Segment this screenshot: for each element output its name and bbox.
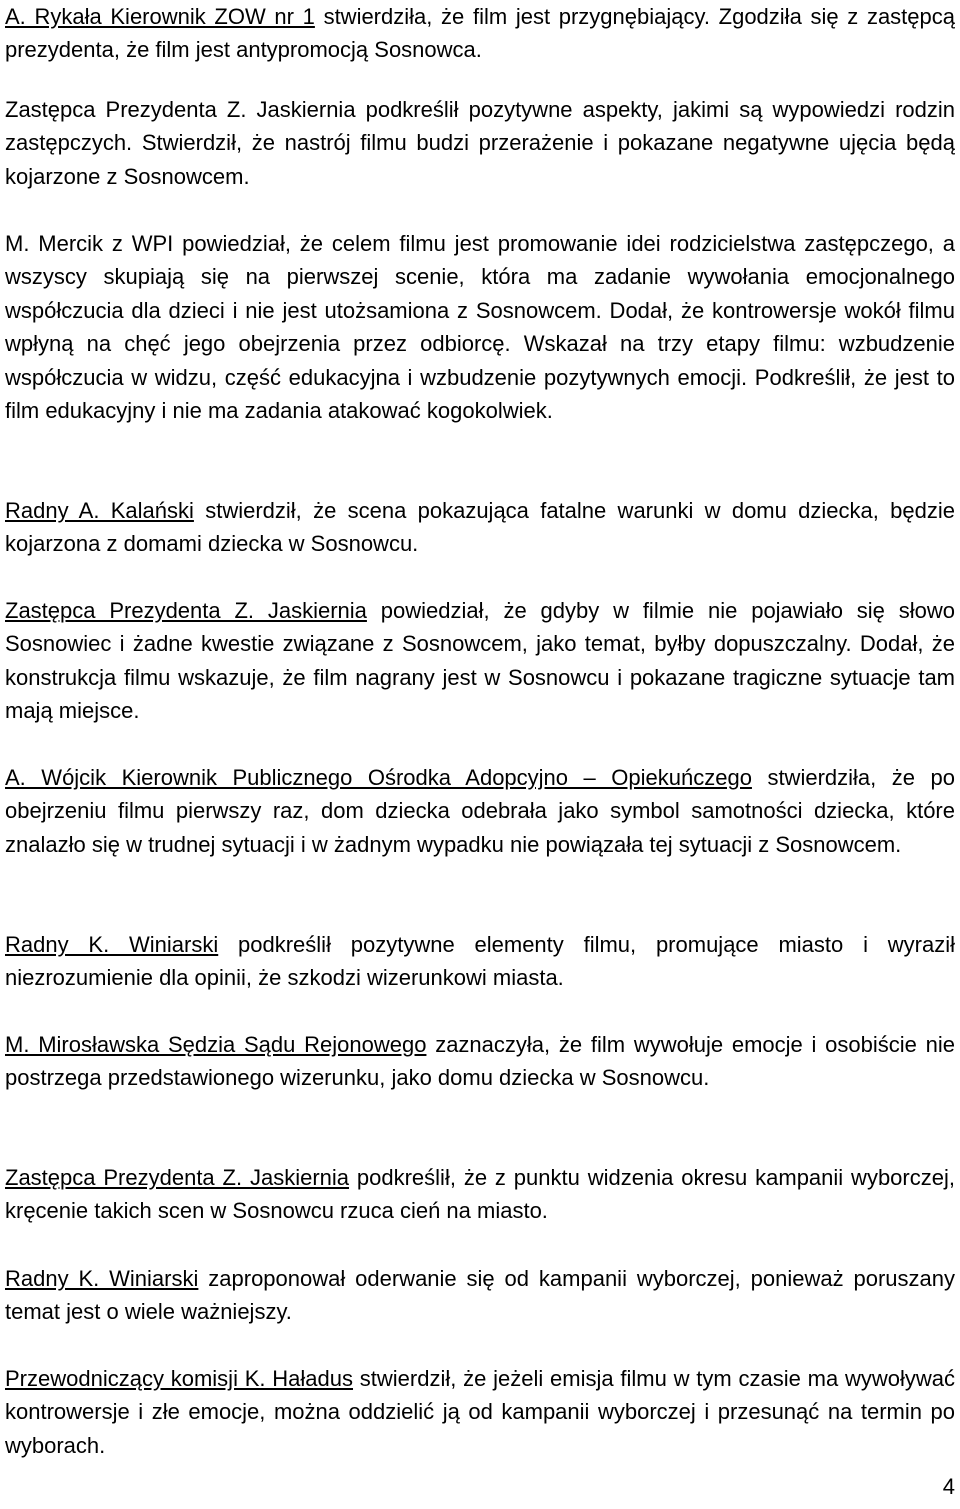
paragraph-text: M. Mercik z WPI powiedział, że celem filmu jest promowanie idei rodzicielstwa zastępczego, a wszyscy skupiają się na pierwszej scenie, która ma zadanie wywołania emocjonalnego współczucia dla dzieci i nie jest utożsamiona z Sosnowcem. Dodał, że kontrowersje wokół filmu wpłyną na chęć jego obejrzenia przez odbiorcę. Wskazał na trzy etapy filmu: wzbudzenie współczucia w widzu, część edukacyjna i wzbudzenie pozytywnych emocji. Podkreślił, że jest to film edukacyjny i nie ma zadania atakować kogokolwiek. <box>5 231 955 424</box>
speaker-name: A. Rykała Kierownik ZOW nr 1 <box>5 4 315 29</box>
paragraph-text: podkreślił, że z punktu widzenia okresu kampanii wyborczej, kręcenie takich scen w Sosnowcu rzuca cień na miasto. <box>5 1165 955 1224</box>
speaker-name: Radny K. Winiarski <box>5 1266 199 1291</box>
paragraph-text: powiedział, że gdyby w filmie nie pojawiało się słowo Sosnowiec i żadne kwestie związane z Sosnowcem, jako temat, byłby dopuszczalny. Dodał, że konstrukcja filmu wskazuje, że film nagrany jest w Sosnowcu i pokazane tragiczne sytuacje tam mają miejsce. <box>5 598 955 724</box>
speaker-name: Przewodniczący komisji K. Haładus <box>5 1366 354 1391</box>
paragraph-wojcik <box>5 761 955 861</box>
speaker-name: M. Mirosławska Sędzia Sądu Rejonowego <box>5 1032 427 1057</box>
speaker-name: Zastępca Prezydenta Z. Jaskiernia <box>5 1165 350 1190</box>
paragraph-text: Zastępca Prezydenta Z. Jaskiernia podkreślił pozytywne aspekty, jakimi są wypowiedzi rodzin zastępczych. Stwierdził, że nastrój filmu budzi przerażenie i pokazane negatywne ujęcia będą kojarzone z Sosnowcem. <box>5 97 955 189</box>
paragraph-text: stwierdziła, że po obejrzeniu filmu pierwszy raz, dom dziecka odebrała jako symbol samotności dziecka, które znalazło się w trudnej sytuacji i w żadnym wypadku nie powiązała tej sytuacji z Sosnowcem. <box>5 765 955 857</box>
paragraph-jaskiernia-3 <box>5 1161 955 1228</box>
paragraph-text: stwierdził, że scena pokazująca fatalne warunki w domu dziecka, będzie kojarzona z domami dziecka w Sosnowcu. <box>5 498 955 557</box>
speaker-name: Radny A. Kalański <box>5 498 194 523</box>
paragraph-text: podkreślił pozytywne elementy filmu, promujące miasto i wyraził niezrozumienie dla opinii, że szkodzi wizerunkowi miasta. <box>5 932 955 991</box>
speaker-name: A. Wójcik Kierownik Publicznego Ośrodka Adopcyjno – Opiekuńczego <box>5 765 752 790</box>
paragraph-miroslawska <box>5 1028 955 1095</box>
paragraph-text: stwierdził, że jeżeli emisja filmu w tym czasie ma wywoływać kontrowersje i złe emocje, można oddzielić ją od kampanii wyborczej i przesunąć na termin po wyborach. <box>5 1366 955 1458</box>
paragraph-kalanski <box>5 494 955 561</box>
speaker-name: Zastępca Prezydenta Z. Jaskiernia <box>5 598 367 623</box>
paragraph-text: zaznaczyła, że film wywołuje emocje i osobiście nie postrzega przedstawionego wizerunku, jako domu dziecka w Sosnowcu. <box>5 1032 955 1091</box>
paragraph-text: stwierdziła, że film jest przygnębiający. Zgodziła się z zastępcą prezydenta, że film jest antypromocją Sosnowca. <box>5 4 955 63</box>
speaker-name: Radny K. Winiarski <box>5 932 219 957</box>
paragraph-jaskiernia-2 <box>5 594 955 728</box>
paragraph-text: zaproponował oderwanie się od kampanii wyborczej, ponieważ poruszany temat jest o wiele ważniejszy. <box>5 1266 955 1325</box>
page-number: 4 <box>942 1474 955 1499</box>
paragraph-rykala <box>5 0 955 67</box>
paragraph-mercik <box>5 227 955 427</box>
paragraph-jaskiernia-1 <box>5 93 955 193</box>
paragraph-winiarski-1 <box>5 928 955 995</box>
paragraph-haladus <box>5 1362 955 1462</box>
paragraph-winiarski-2 <box>5 1262 955 1329</box>
